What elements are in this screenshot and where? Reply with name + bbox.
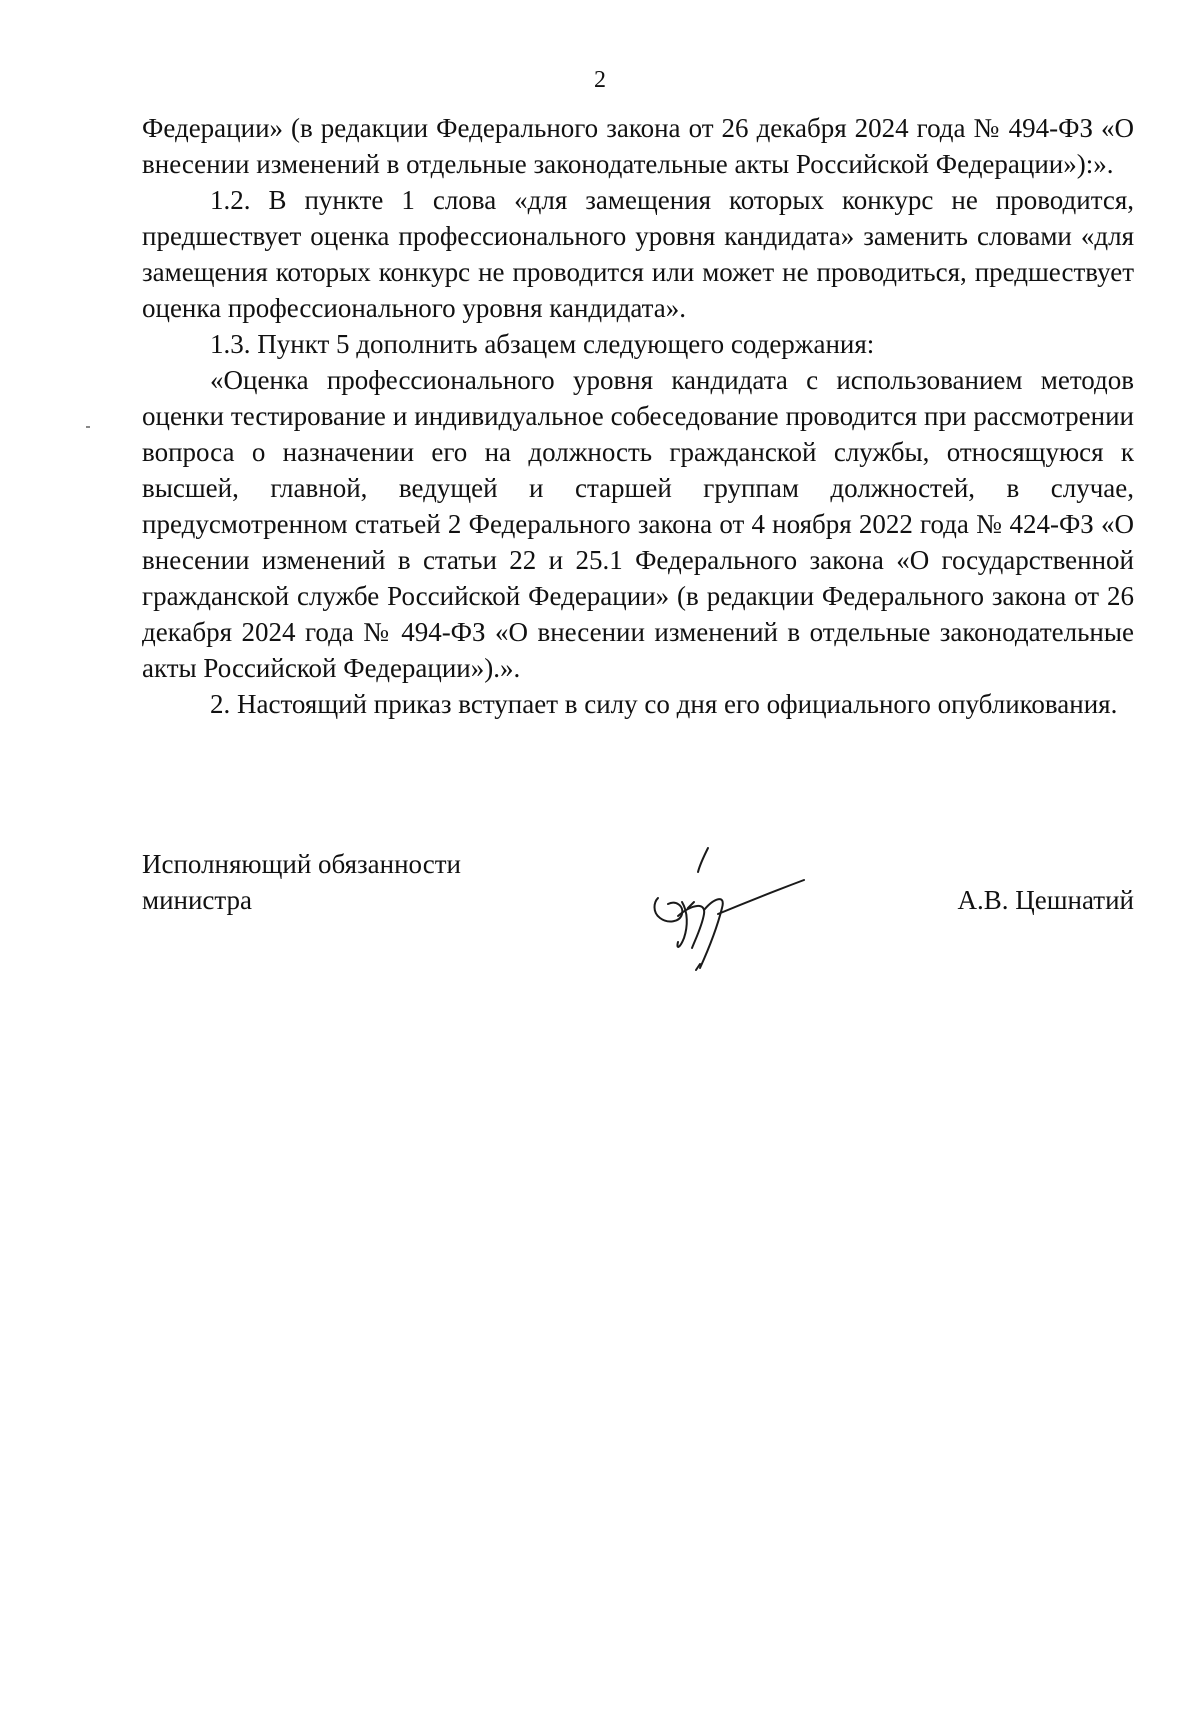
signer-title-line-2: министра bbox=[142, 885, 253, 915]
paragraph-continuation: Федерации» (в редакции Федерального закона от 26 декабря 2024 года № 494-ФЗ «О внесении изменений в отдельные законодательные акты Российской Федерации»):». bbox=[142, 113, 1134, 179]
paragraph-quoted-addition: «Оценка профессионального уровня кандидата с использованием методов оценки тестирование и индивидуальное собеседование проводится при рассмотрении вопроса о назначении его на должность гражданской службы, относящуюся к высшей, главной, ведущей и старшей группам должностей, в случае, предусмотренном статьей 2 Федерального закона от 4 ноября 2022 года № 424-ФЗ «О внесении изменений в статьи 22 и 25.1 Федерального закона «О государственной гражданской службе Российской Федерации» (в редакции Федерального закона от 26 декабря 2024 года № 494-ФЗ «О внесении изменений в отдельные законодательные акты Российской Федерации»).». bbox=[142, 365, 1134, 683]
handwritten-signature bbox=[622, 842, 822, 972]
paragraph-item-2: 2. Настоящий приказ вступает в силу со дня его официального опубликования. bbox=[210, 689, 1118, 719]
paragraph-item-1-2: 1.2. В пункте 1 слова «для замещения которых конкурс не проводится, предшествует оценка профессионального уровня кандидата» заменить словами «для замещения которых конкурс не проводится или может не проводиться, предшествует оценка профессионального уровня кандидата». bbox=[142, 185, 1134, 323]
signer-title-line-1: Исполняющий обязанности bbox=[142, 849, 461, 879]
page-number: 2 bbox=[594, 67, 606, 93]
scan-mark bbox=[86, 426, 90, 428]
signature-block bbox=[142, 846, 1134, 1006]
signature-strokes bbox=[655, 848, 805, 970]
paragraph-item-1-3: 1.3. Пункт 5 дополнить абзацем следующего содержания: bbox=[210, 329, 875, 359]
signer-title bbox=[142, 846, 562, 918]
signer-name: А.В. Цешнатий bbox=[957, 885, 1134, 915]
document-body bbox=[142, 110, 1134, 722]
